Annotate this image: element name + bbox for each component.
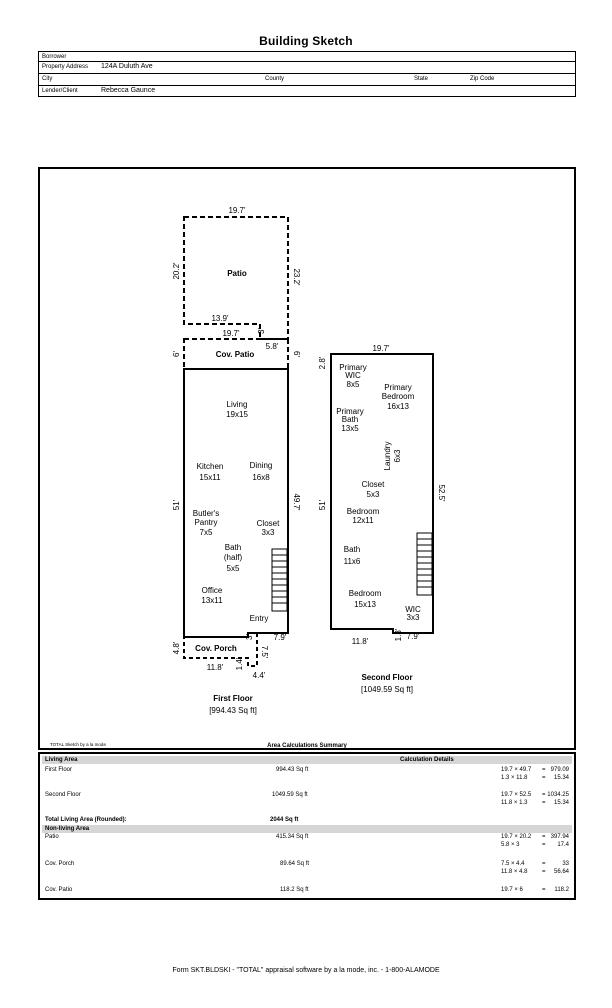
room-bath-size: 5x5 [226, 564, 240, 573]
first-floor-area: [994.43 Sq ft] [209, 706, 257, 715]
zip-label: Zip Code [470, 76, 495, 82]
property-label: Property Address [42, 64, 89, 70]
room-butlers-name: Butler's [192, 509, 220, 518]
area-calculations-table [38, 752, 576, 900]
room-primary-wic-name: Primary [339, 363, 367, 372]
form-footer: Form SKT.BLDSKI - "TOTAL" appraisal software by a la mode, inc. - 1-800-ALAMODE [172, 967, 440, 974]
second-floor-area: [1049.59 Sq ft] [360, 685, 414, 694]
calc-eq: = [542, 834, 546, 840]
first-floor-left-dim: 51' [172, 499, 181, 511]
second-floor-top-dim: 19.7' [372, 344, 390, 353]
room-kitchen-size: 15x11 [199, 473, 221, 482]
cov-porch-bottom-dim: 11.8' [206, 663, 224, 672]
patio-right-dim: 23.2' [292, 268, 301, 286]
room-bath2-name: Bath [343, 545, 361, 554]
cov-patio-top-dim: 5.8' [265, 342, 279, 351]
second-floor-row-area: 1049.59 Sq ft [272, 792, 308, 798]
state-label: State [414, 76, 429, 82]
room-closet2-name: Closet [361, 480, 385, 489]
calc-result: 15.34 [553, 775, 569, 781]
calc-eq: = [542, 887, 546, 893]
room-kitchen-name: Kitchen [196, 462, 224, 471]
room-laundry-name: Laundry [383, 441, 392, 471]
room-dining-name: Dining [249, 461, 273, 470]
first-floor-entry-dim: 7.9' [273, 633, 287, 642]
room-bath-name: Bath [224, 543, 242, 552]
county-label: County [265, 76, 285, 82]
calc-expr: 19.7 × 6 [501, 887, 523, 893]
cov-porch-left-dim: 4.8' [172, 641, 181, 655]
property-row [39, 62, 575, 74]
calc-result: 118.2 [554, 887, 569, 893]
calc-expr: 1.3 × 11.8 [501, 775, 528, 781]
calc-result: 33 [562, 861, 569, 867]
calc-result: 15.34 [553, 800, 569, 806]
total-living-label: Total Living Area (Rounded): [45, 817, 127, 823]
room-bedroom1-size: 12x11 [352, 516, 374, 525]
room-entry-name: Entry [249, 614, 269, 623]
cov-porch-step-dim: 3' [245, 634, 254, 640]
room-primary-wic-size: 8x5 [346, 380, 360, 389]
room-living-name: Living [226, 400, 248, 409]
software-stamp: TOTAL Sketch by a la mode [50, 742, 106, 747]
second-floor-row-name: Second Floor [45, 792, 81, 798]
calc-result: 979.09 [550, 767, 569, 773]
living-area-band [42, 756, 572, 764]
calc-expr: 19.7 × 49.7 [501, 767, 532, 773]
room-primary-bedroom-name2: Bedroom [381, 392, 415, 401]
area-summary-title: Area Calculations Summary [267, 743, 347, 749]
patio-left-dim: 20.2' [172, 262, 181, 280]
second-floor-title: Second Floor [361, 673, 413, 682]
first-floor-right-dim: 49.7' [292, 493, 301, 511]
first-floor-row-name: First Floor [45, 767, 72, 773]
second-floor-right-dim: 52.5' [437, 484, 446, 502]
calc-eq: = [542, 842, 546, 848]
borrower-row [39, 52, 575, 62]
room-bedroom1-name: Bedroom [346, 507, 380, 516]
room-closet-name: Closet [256, 519, 280, 528]
second-floor-bottom-right-dim: 7.9' [406, 632, 420, 641]
first-floor-title: First Floor [213, 694, 253, 703]
room-primary-bath-name: Primary [336, 407, 364, 416]
calc-result: 56.64 [553, 869, 569, 875]
cov-patio-right-dim: 6' [292, 351, 301, 357]
nonliving-area-band [42, 825, 572, 833]
room-primary-bedroom-size: 16x13 [387, 402, 409, 411]
room-closet2-size: 5x3 [366, 490, 380, 499]
room-primary-wic-name2: WIC [345, 371, 361, 380]
cov-patio-row-area: 118.2 Sq ft [280, 887, 309, 893]
page-title: Building Sketch [259, 34, 353, 48]
room-dining-size: 16x8 [252, 473, 270, 482]
property-header [38, 51, 576, 97]
calc-eq: = [542, 767, 546, 773]
patio-top-dim: 19.7' [228, 206, 246, 215]
property-value: 124A Duluth Ave [101, 63, 153, 70]
room-living-size: 19x15 [226, 410, 248, 419]
first-floor-stairs [272, 549, 287, 611]
second-floor-stairs [417, 533, 432, 595]
second-floor-lefttop-dim: 2.8' [318, 356, 327, 370]
second-floor-left-dim: 51' [318, 499, 327, 511]
calc-eq: = [542, 800, 546, 806]
calc-expr: 7.5 × 4.4 [501, 861, 525, 867]
calc-expr: 19.7 × 52.5 [501, 792, 532, 798]
room-bedroom2-name: Bedroom [348, 589, 382, 598]
patio-row-name: Patio [45, 834, 59, 840]
room-bath-note: (half) [223, 553, 243, 562]
calc-eq: = [542, 792, 546, 798]
cov-porch-right-dim: 7.5' [260, 645, 269, 659]
nonliving-area-header: Non-living Area [45, 826, 90, 832]
lender-value: Rebecca Gaunce [101, 87, 156, 94]
city-row [39, 74, 575, 86]
living-area-header: Living Area [45, 757, 78, 763]
room-primary-bath-name2: Bath [341, 415, 359, 424]
cov-porch-label: Cov. Porch [195, 644, 237, 653]
calc-result: 397.94 [550, 834, 569, 840]
calc-expr: 19.7 × 20.2 [501, 834, 532, 840]
room-bedroom2-size: 15x13 [354, 600, 376, 609]
lender-label: Lender/Client [42, 88, 78, 94]
room-closet-size: 3x3 [261, 528, 275, 537]
calc-eq: = [542, 861, 546, 867]
patio-label: Patio [227, 269, 247, 278]
room-primary-bath-size: 13x5 [341, 424, 359, 433]
patio-bottom-dim: 13.9' [211, 314, 229, 323]
calc-eq: = [542, 775, 546, 781]
room-bath2-size: 11x6 [343, 557, 361, 566]
calc-expr: 11.8 × 4.8 [501, 869, 528, 875]
city-label: City [42, 76, 53, 82]
patio-step-height-dim: 3' [257, 328, 266, 334]
calc-expr: 5.8 × 3 [501, 842, 520, 848]
cov-porch-row-name: Cov. Porch [45, 861, 75, 867]
cov-porch-bottom2-dim: 4.4' [252, 671, 266, 680]
calc-eq: = [542, 869, 546, 875]
patio-step-width-dim: 19.7' [222, 329, 240, 338]
room-primary-bedroom-name: Primary [384, 383, 412, 392]
second-floor-bottom-step-dim: 1.3' [394, 628, 403, 642]
sketch-frame [38, 167, 576, 750]
room-wic-size: 3x3 [406, 613, 420, 622]
cov-porch-row-area: 89.64 Sq ft [280, 861, 310, 867]
room-office-size: 13x11 [201, 596, 223, 605]
lender-row [39, 86, 575, 97]
room-butlers-size: 7x5 [199, 528, 213, 537]
total-living-value: 2044 Sq ft [270, 817, 299, 823]
cov-patio-left-dim: 6' [172, 351, 181, 357]
calc-expr: 11.8 × 1.3 [501, 800, 528, 806]
cov-porch-step2-dim: 1.4' [235, 657, 244, 671]
room-butlers-name2: Pantry [194, 518, 218, 527]
cov-patio-row-name: Cov. Patio [45, 887, 73, 893]
room-wic-name: WIC [405, 605, 421, 614]
room-office-name: Office [201, 586, 223, 595]
calc-result: 1034.25 [547, 792, 569, 798]
cov-patio-label: Cov. Patio [215, 350, 255, 359]
borrower-label: Borrower [42, 54, 67, 60]
patio-outline [184, 217, 288, 339]
calc-result: 17.4 [557, 842, 569, 848]
patio-row-area: 415.34 Sq ft [276, 834, 309, 840]
room-laundry-size: 6x3 [393, 449, 402, 463]
second-floor-bottom-dim: 11.8' [351, 637, 369, 646]
floor-plan-drawing [40, 169, 578, 752]
calc-details-header: Calculation Details [400, 757, 454, 763]
first-floor-row-area: 994.43 Sq ft [276, 767, 309, 773]
